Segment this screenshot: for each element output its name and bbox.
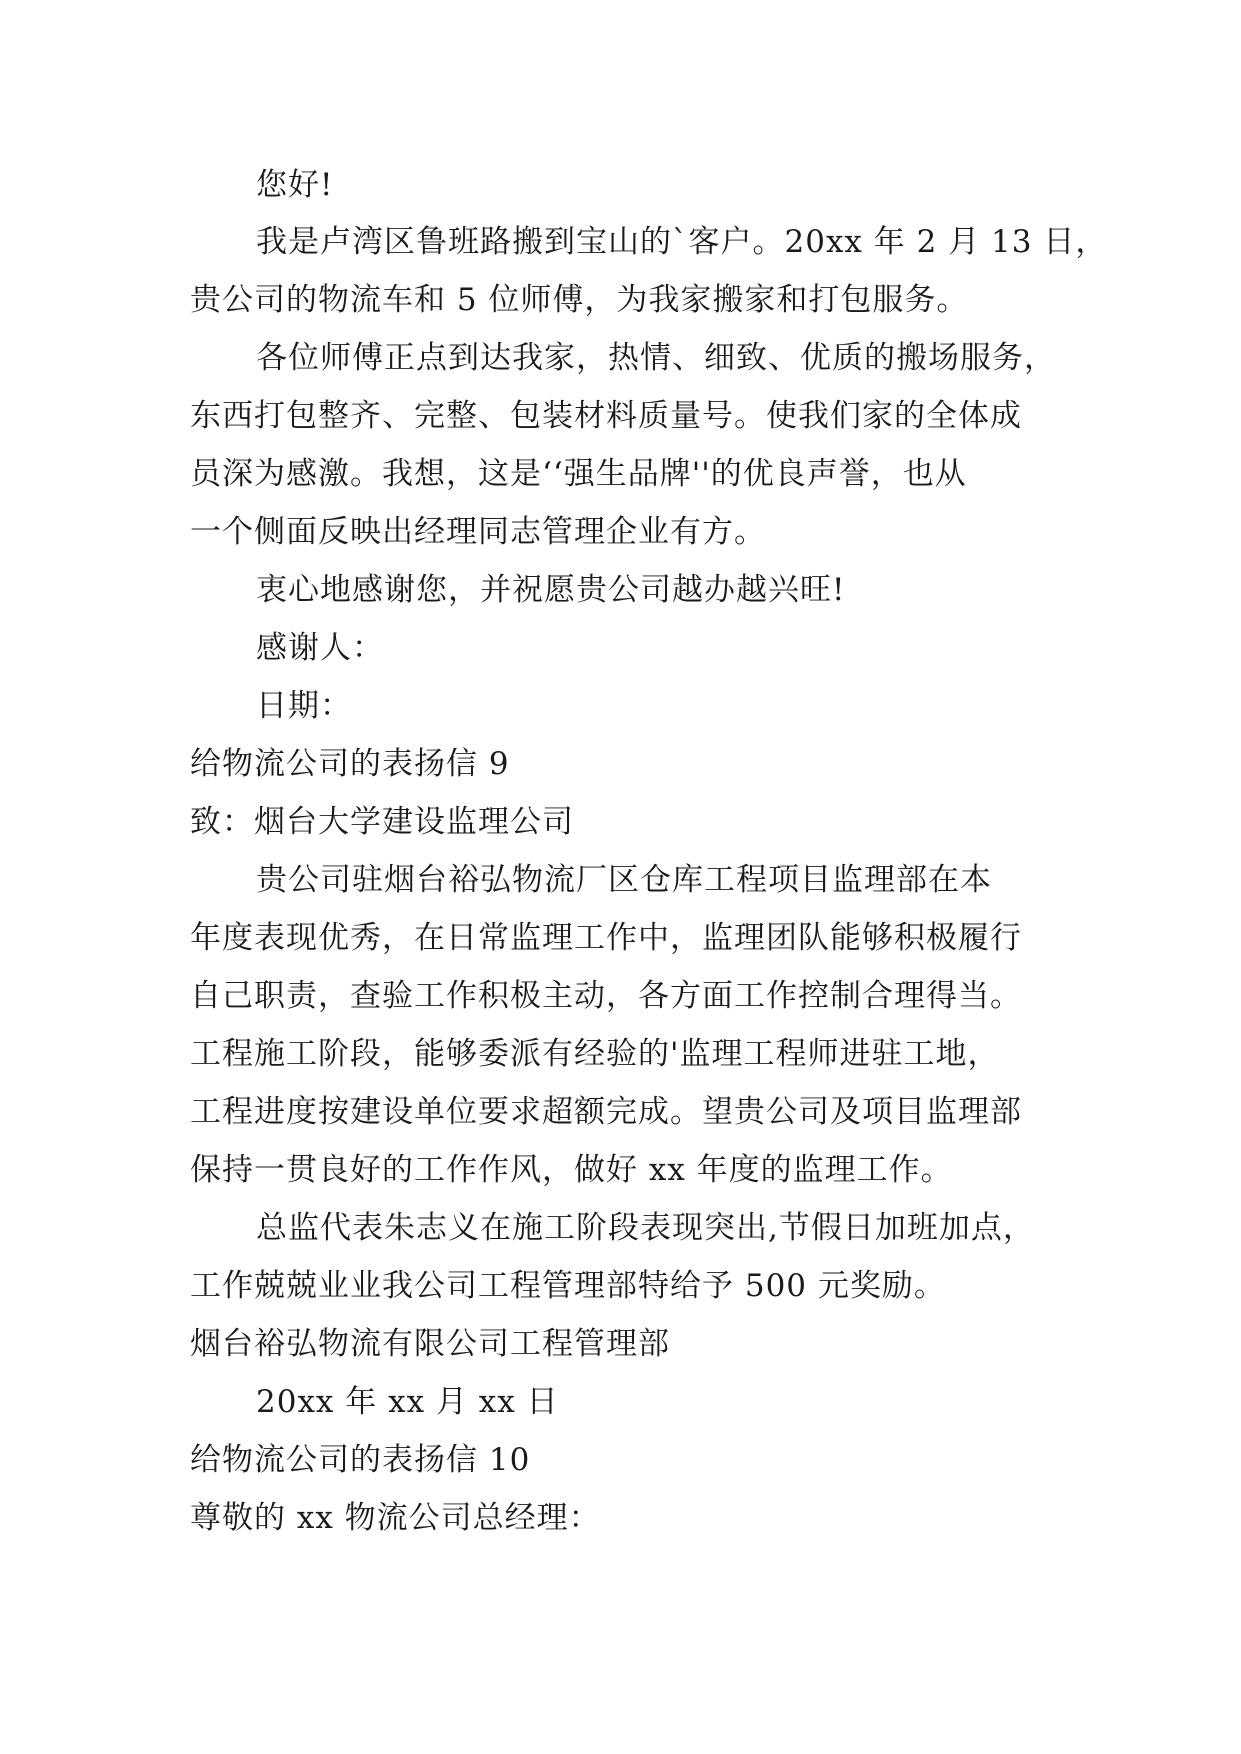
paragraph-line: 贵公司驻烟台裕弘物流厂区仓库工程项目监理部在本: [256, 862, 992, 898]
signature-label: 感谢人：: [256, 630, 384, 666]
paragraph-line: 东西打包整齐、完整、包装材料质量号。使我们家的全体成: [190, 398, 1022, 434]
paragraph-line: 总监代表朱志义在施工阶段表现突出,节假日加班加点，: [256, 1210, 1035, 1246]
paragraph-line: 员深为感激。我想，这是‘‘强生品牌''的优良声誉，也从: [190, 456, 967, 492]
date-line: 20xx 年 xx 月 xx 日: [256, 1384, 559, 1420]
paragraph-line: 年度表现优秀，在日常监理工作中，监理团队能够积极履行: [190, 920, 1022, 956]
paragraph-line: 自己职责，查验工作积极主动，各方面工作控制合理得当。: [190, 978, 1022, 1014]
sender-line: 烟台裕弘物流有限公司工程管理部: [190, 1326, 670, 1362]
salutation-line: 尊敬的 xx 物流公司总经理：: [190, 1500, 601, 1536]
recipient-line: 致：烟台大学建设监理公司: [190, 804, 574, 840]
paragraph-line: 贵公司的物流车和 5 位师傅，为我家搬家和打包服务。: [190, 282, 969, 318]
paragraph-line: 一个侧面反映出经理同志管理企业有方。: [190, 514, 766, 550]
greeting-line: 您好!: [256, 167, 334, 203]
section-heading: 给物流公司的表扬信 9: [190, 746, 510, 782]
paragraph-line: 我是卢湾区鲁班路搬到宝山的`客户。20xx 年 2 月 13 日，: [256, 224, 1108, 260]
paragraph-line: 保持一贯良好的工作作风，做好 xx 年度的监理工作。: [190, 1152, 953, 1188]
paragraph-line: 各位师傅正点到达我家，热情、细致、优质的搬场服务，: [256, 340, 1056, 376]
date-label: 日期：: [256, 688, 352, 724]
section-heading: 给物流公司的表扬信 10: [190, 1442, 531, 1478]
paragraph-line: 工程施工阶段，能够委派有经验的'监理工程师进驻工地，: [190, 1036, 1000, 1072]
paragraph-line: 工程进度按建设单位要求超额完成。望贵公司及项目监理部: [190, 1094, 1022, 1130]
paragraph-line: 工作兢兢业业我公司工程管理部特给予 500 元奖励。: [190, 1268, 946, 1304]
closing-line: 衷心地感谢您，并祝愿贵公司越办越兴旺!: [256, 572, 846, 608]
